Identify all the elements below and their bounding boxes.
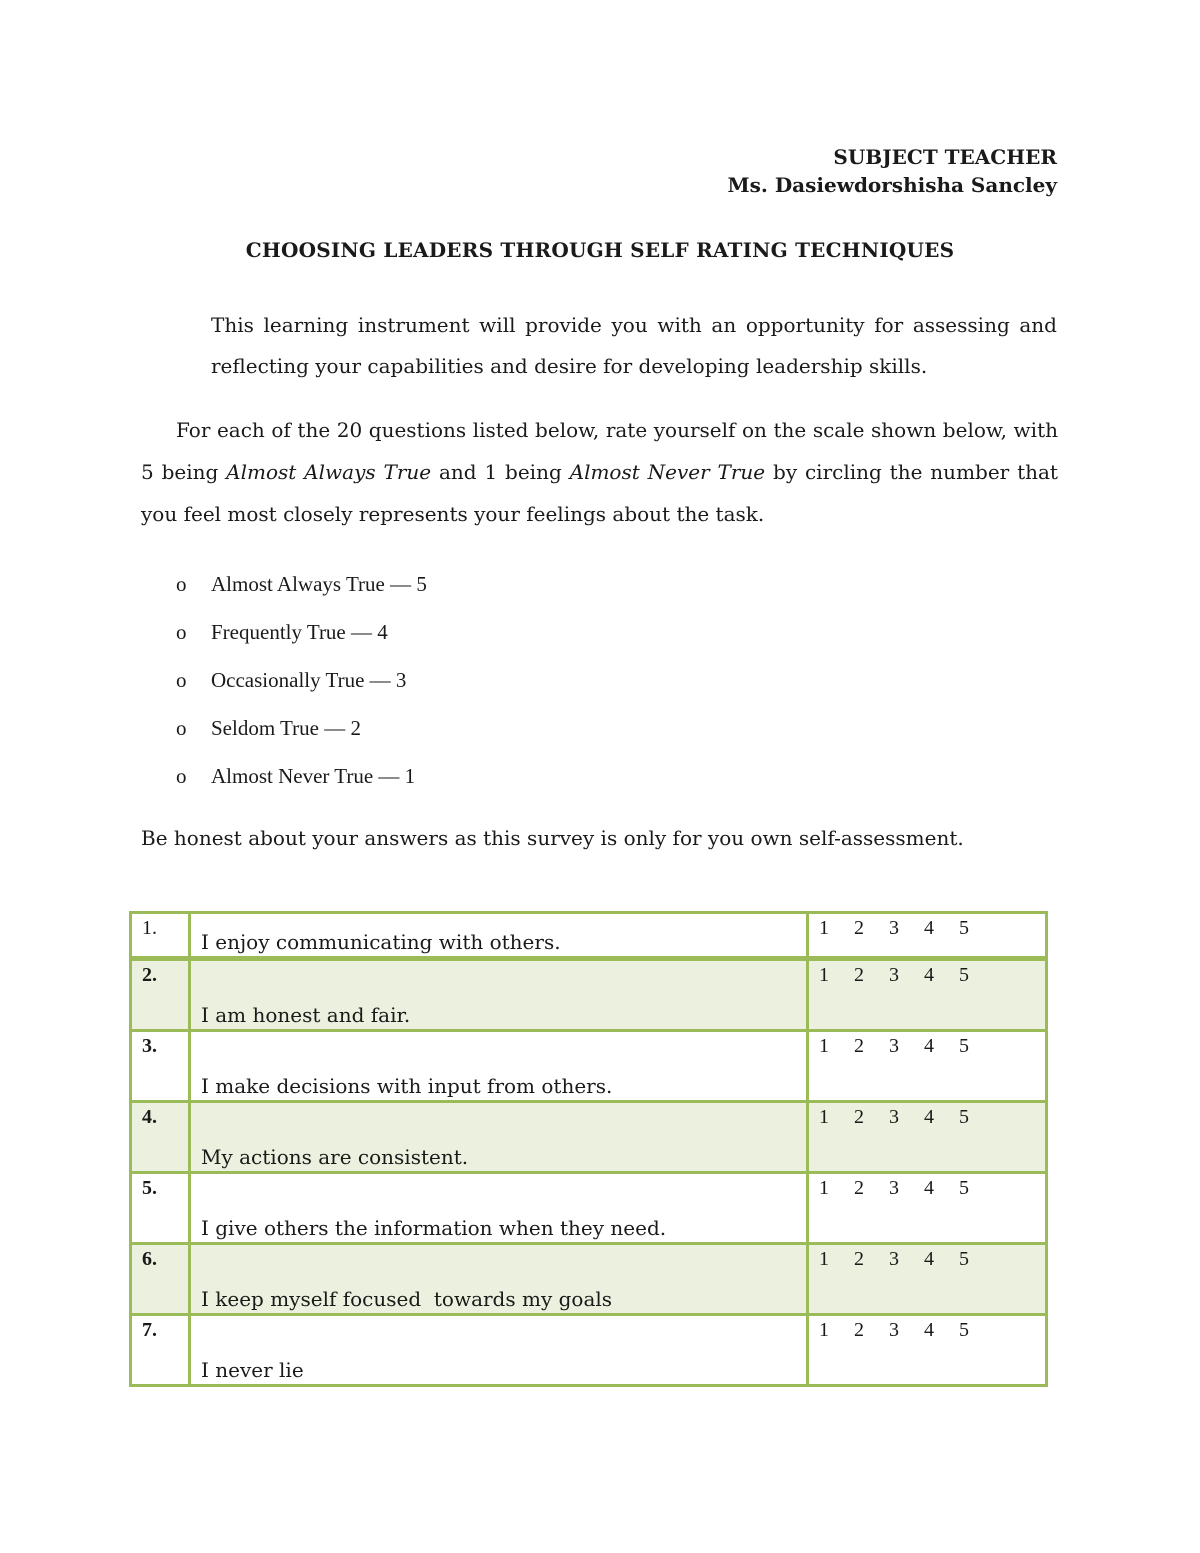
rating-option[interactable]: 5 — [959, 1319, 969, 1341]
instructions-part1: For each of the 20 questions listed below, rate yourself on the scale shown below, with 5 being — [141, 418, 1058, 484]
question-text-cell — [190, 913, 808, 959]
rating-option[interactable]: 1 — [819, 1035, 829, 1057]
rating-option[interactable]: 1 — [819, 964, 829, 986]
rating-option[interactable]: 3 — [889, 1177, 899, 1199]
question-text: I am honest and fair. — [201, 1003, 411, 1027]
table-row — [131, 1102, 1047, 1173]
rating-option[interactable]: 5 — [959, 1248, 969, 1270]
instructions-part3: by circling the number that you feel most closely represents your feelings about the task. — [141, 460, 1058, 526]
rating-option[interactable]: 4 — [924, 1248, 934, 1270]
almost-always-term: Almost Always True — [226, 460, 432, 484]
rating-option[interactable]: 2 — [854, 1248, 864, 1270]
question-number: 6. — [131, 1244, 190, 1315]
table-row — [131, 959, 1047, 1031]
table-row — [131, 1244, 1047, 1315]
rating-option[interactable]: 4 — [924, 1319, 934, 1341]
bullet-icon: o — [176, 572, 187, 596]
almost-never-term: Almost Never True — [569, 460, 766, 484]
question-text-cell — [190, 1315, 808, 1386]
table-row — [131, 1173, 1047, 1244]
question-text-cell — [190, 1244, 808, 1315]
question-text-cell — [190, 959, 808, 1031]
question-text: I never lie — [201, 1358, 304, 1382]
rating-option[interactable]: 4 — [924, 1106, 934, 1128]
question-text-cell — [190, 1173, 808, 1244]
question-text: I enjoy communicating with others. — [201, 930, 561, 954]
question-number: 5. — [131, 1173, 190, 1244]
rating-option[interactable]: 3 — [889, 964, 899, 986]
question-text: My actions are consistent. — [201, 1145, 469, 1169]
rating-option[interactable]: 4 — [924, 1035, 934, 1057]
instructions-part2: and 1 being — [431, 460, 570, 484]
question-number: 3. — [131, 1031, 190, 1102]
rating-option[interactable]: 5 — [959, 1035, 969, 1057]
rating-option[interactable]: 3 — [889, 1106, 899, 1128]
question-text-cell — [190, 1031, 808, 1102]
question-number: 7. — [131, 1315, 190, 1386]
rating-option[interactable]: 3 — [889, 1035, 899, 1057]
survey-table — [129, 911, 1048, 1387]
question-number: 1. — [131, 913, 190, 959]
rating-option[interactable]: 4 — [924, 964, 934, 986]
bullet-icon: o — [176, 620, 187, 644]
rating-option[interactable]: 5 — [959, 1106, 969, 1128]
rating-cell — [808, 1244, 1047, 1315]
question-text: I give others the information when they need. — [201, 1216, 667, 1240]
bullet-icon: o — [176, 764, 187, 788]
rating-option[interactable]: 2 — [854, 1035, 864, 1057]
honesty-note: Be honest about your answers as this survey is only for you own self-assessment. — [141, 826, 964, 850]
rating-cell — [808, 1315, 1047, 1386]
teacher-block — [728, 143, 1057, 199]
rating-option[interactable]: 3 — [889, 1319, 899, 1341]
rating-option[interactable]: 1 — [819, 1248, 829, 1270]
rating-option[interactable]: 2 — [854, 1319, 864, 1341]
rating-cell — [808, 1102, 1047, 1173]
scale-item: o Seldom True — 2 — [176, 710, 427, 758]
scale-item: o Almost Always True — 5 — [176, 566, 427, 614]
intro-paragraph: This learning instrument will provide you with an opportunity for assessing and reflecting your capabilities and desire for developing leadership skills. — [211, 313, 1057, 378]
document-title: CHOOSING LEADERS THROUGH SELF RATING TECHNIQUES — [245, 238, 955, 262]
teacher-name: Ms. Dasiewdorshisha Sancley — [727, 173, 1057, 197]
scale-item: o Occasionally True — 3 — [176, 662, 427, 710]
rating-option[interactable]: 1 — [819, 917, 829, 939]
rating-option[interactable]: 1 — [819, 1106, 829, 1128]
rating-option[interactable]: 2 — [854, 917, 864, 939]
rating-cell — [808, 1031, 1047, 1102]
rating-option[interactable]: 2 — [854, 1177, 864, 1199]
question-text-cell — [190, 1102, 808, 1173]
rating-option[interactable]: 5 — [959, 917, 969, 939]
bullet-icon: o — [176, 668, 187, 692]
rating-cell — [808, 959, 1047, 1031]
table-row — [131, 1315, 1047, 1386]
rating-option[interactable]: 2 — [854, 964, 864, 986]
scale-item: o Frequently True — 4 — [176, 614, 427, 662]
rating-cell — [808, 913, 1047, 959]
rating-cell — [808, 1173, 1047, 1244]
question-number: 4. — [131, 1102, 190, 1173]
rating-option[interactable]: 2 — [854, 1106, 864, 1128]
rating-option[interactable]: 4 — [924, 917, 934, 939]
question-number: 2. — [131, 959, 190, 1031]
rating-option[interactable]: 1 — [819, 1177, 829, 1199]
rating-scale-list — [176, 566, 427, 806]
instructions-paragraph — [141, 409, 1058, 535]
table-row — [131, 913, 1047, 959]
rating-option[interactable]: 5 — [959, 1177, 969, 1199]
rating-option[interactable]: 5 — [959, 964, 969, 986]
table-row — [131, 1031, 1047, 1102]
subject-teacher-label: SUBJECT TEACHER — [833, 145, 1057, 169]
scale-item: o Almost Never True — 1 — [176, 758, 427, 806]
rating-option[interactable]: 3 — [889, 917, 899, 939]
rating-option[interactable]: 4 — [924, 1177, 934, 1199]
bullet-icon: o — [176, 716, 187, 740]
question-text: I keep myself focused towards my goals — [201, 1287, 613, 1311]
rating-option[interactable]: 1 — [819, 1319, 829, 1341]
question-text: I make decisions with input from others. — [201, 1074, 613, 1098]
rating-option[interactable]: 3 — [889, 1248, 899, 1270]
